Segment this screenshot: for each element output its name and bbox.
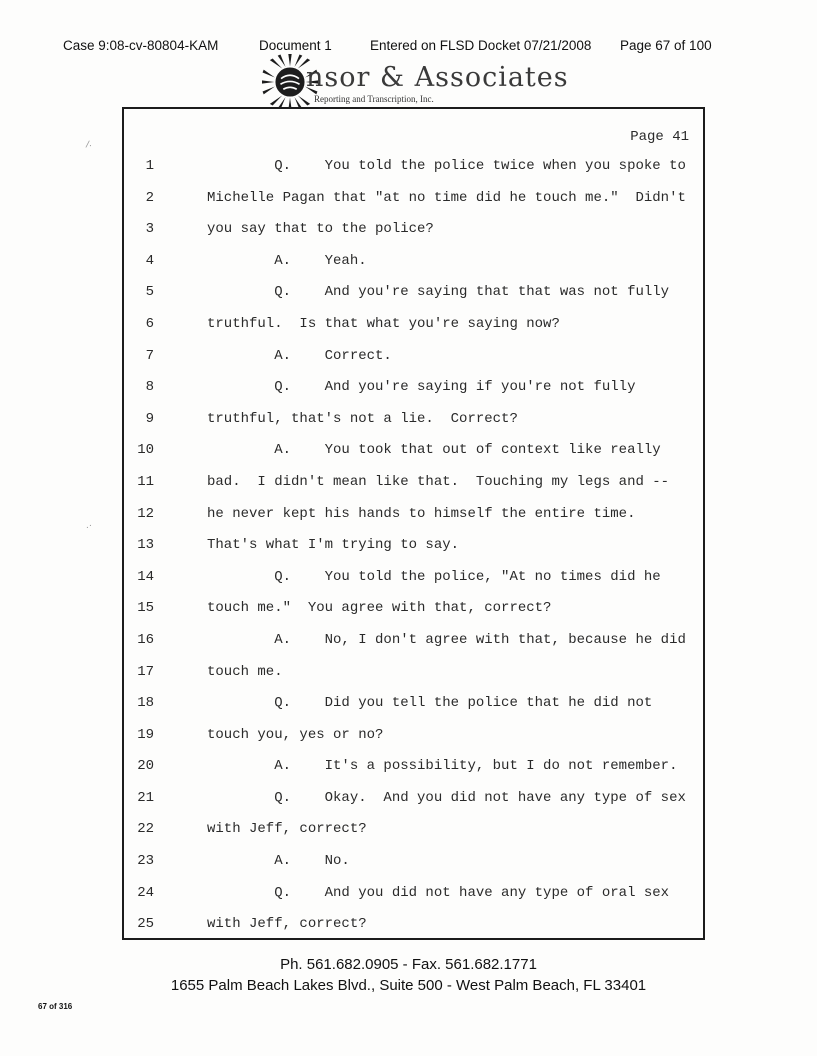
transcript-line <box>124 909 703 941</box>
line-number: 4 <box>145 252 154 269</box>
line-number: 12 <box>137 505 154 522</box>
transcript-line <box>124 720 703 752</box>
line-number: 2 <box>145 189 154 206</box>
line-text: A. You took that out of context like really <box>207 442 661 459</box>
line-number: 7 <box>145 347 154 364</box>
bates-page-stamp: 67 of 316 <box>38 1002 73 1011</box>
company-logo <box>262 54 569 110</box>
document-label: Document 1 <box>259 38 332 53</box>
line-number: 19 <box>137 726 154 743</box>
transcript-line <box>124 783 703 815</box>
scan-artifact: .· <box>86 520 93 531</box>
transcript-lines <box>124 151 703 941</box>
transcript-line <box>124 562 703 594</box>
transcript-line <box>124 341 703 373</box>
transcript-line <box>124 435 703 467</box>
transcript-line <box>124 499 703 531</box>
line-text: Q. You told the police twice when you spoke to <box>207 158 686 174</box>
docket-page: Page 67 of 100 <box>620 38 712 53</box>
line-text: Q. And you're saying if you're not fully <box>207 379 636 396</box>
line-text: with Jeff, correct? <box>207 821 367 838</box>
transcript-line <box>124 688 703 720</box>
line-number: 13 <box>137 537 154 554</box>
line-number: 17 <box>137 663 154 680</box>
transcript-line <box>124 467 703 499</box>
line-number: 6 <box>145 315 154 332</box>
line-number: 8 <box>145 379 154 396</box>
line-text: touch you, yes or no? <box>207 726 384 743</box>
scan-artifact: /· <box>84 139 94 152</box>
line-text: A. Yeah. <box>207 252 367 269</box>
line-text: touch me. <box>207 663 283 680</box>
line-number: 23 <box>137 853 154 870</box>
line-text: truthful. Is that what you're saying now? <box>207 315 560 332</box>
case-number: Case 9:08-cv-80804-KAM <box>63 38 219 53</box>
transcript-line <box>124 814 703 846</box>
line-text: Q. You told the police, "At no times did he <box>207 568 661 585</box>
transcript-line <box>124 625 703 657</box>
line-number: 21 <box>137 789 154 806</box>
line-number: 25 <box>137 916 154 933</box>
line-number: 10 <box>137 442 154 459</box>
line-text: bad. I didn't mean like that. Touching my legs and -- <box>207 473 670 490</box>
line-text: Q. Okay. And you did not have any type of sex <box>207 789 686 806</box>
transcript-line <box>124 751 703 783</box>
line-number: 22 <box>137 821 154 838</box>
company-subtitle: Reporting and Transcription, Inc. <box>314 94 434 104</box>
transcript-line <box>124 151 703 183</box>
transcript-line <box>124 593 703 625</box>
line-text: touch me." You agree with that, correct? <box>207 600 552 617</box>
line-number: 1 <box>145 158 154 174</box>
transcript-box <box>122 107 705 940</box>
line-number: 20 <box>137 758 154 775</box>
transcript-line <box>124 404 703 436</box>
line-number: 16 <box>137 631 154 648</box>
line-text: truthful, that's not a lie. Correct? <box>207 410 518 427</box>
transcript-page-number: Page 41 <box>630 129 689 145</box>
line-text: A. Correct. <box>207 347 392 364</box>
transcript-line <box>124 530 703 562</box>
line-number: 14 <box>137 568 154 585</box>
line-text: Q. And you're saying that that was not fully <box>207 284 670 301</box>
line-number: 11 <box>137 473 154 490</box>
line-text: with Jeff, correct? <box>207 916 367 933</box>
transcript-line <box>124 309 703 341</box>
line-text: you say that to the police? <box>207 221 434 238</box>
line-text: A. It's a possibility, but I do not remember. <box>207 758 678 775</box>
line-number: 3 <box>145 221 154 238</box>
footer-address: 1655 Palm Beach Lakes Blvd., Suite 500 - West Palm Beach, FL 33401 <box>170 977 647 994</box>
footer-phone-fax: Ph. 561.682.0905 - Fax. 561.682.1771 <box>280 956 537 973</box>
transcript-line <box>124 214 703 246</box>
docket-entered: Entered on FLSD Docket 07/21/2008 <box>370 38 592 53</box>
transcript-line <box>124 183 703 215</box>
transcript-line <box>124 246 703 278</box>
company-name: nsor & Associates <box>306 62 569 93</box>
line-number: 9 <box>145 410 154 427</box>
transcript-line <box>124 846 703 878</box>
line-text: he never kept his hands to himself the entire time. <box>207 505 636 522</box>
line-number: 24 <box>137 884 154 901</box>
line-number: 18 <box>137 695 154 712</box>
line-text: That's what I'm trying to say. <box>207 537 460 554</box>
line-text: A. No. <box>207 853 350 870</box>
transcript-line <box>124 372 703 404</box>
transcript-line <box>124 878 703 910</box>
transcript-line <box>124 657 703 689</box>
line-number: 5 <box>145 284 154 301</box>
line-text: Q. Did you tell the police that he did not <box>207 695 653 712</box>
line-text: Michelle Pagan that "at no time did he touch me." Didn't <box>207 189 686 206</box>
transcript-line <box>124 277 703 309</box>
line-text: A. No, I don't agree with that, because he did <box>207 631 686 648</box>
line-number: 15 <box>137 600 154 617</box>
line-text: Q. And you did not have any type of oral sex <box>207 884 670 901</box>
